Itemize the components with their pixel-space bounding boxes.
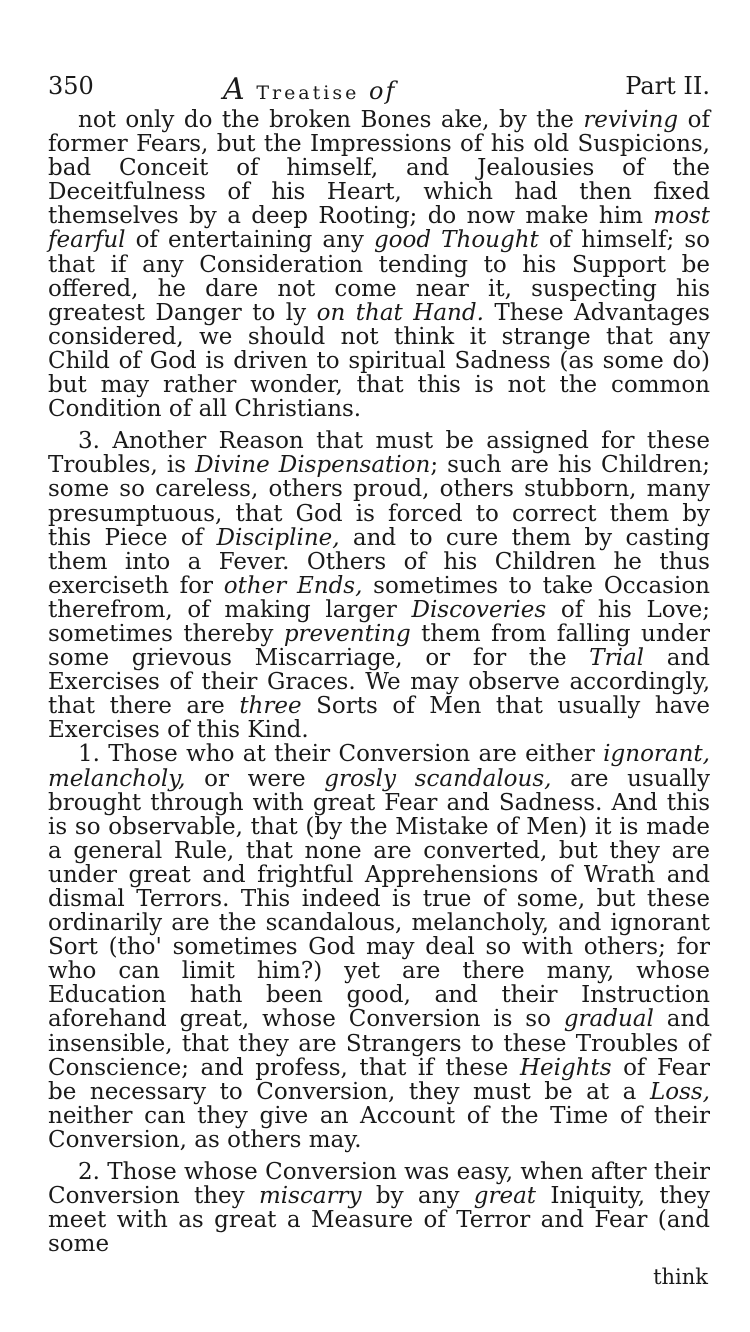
text-run: and insensible, that they are Strangers to these Troubles of Conscience; and profess, that if these — [48, 1006, 710, 1081]
text-run: of his Love; sometimes thereby — [48, 596, 710, 647]
paragraph-reason-3 — [48, 429, 710, 742]
text-run: of himself; so that if any Consideration tending to his Support be offered, he dare not come near it, suspecting his greatest Danger to ly — [48, 227, 710, 326]
text-run: or were — [185, 765, 325, 792]
text-run: 2. Those whose Conversion was easy, when after their Conversion they — [48, 1159, 710, 1210]
paragraph-continuation — [48, 108, 710, 421]
page-number: 350 — [48, 72, 94, 100]
italic-phrase: ignorant, melancholy, — [48, 741, 710, 792]
italic-phrase: Heights — [519, 1054, 612, 1081]
italic-phrase: Discipline, — [216, 524, 340, 551]
text-run: ; such are his Children; some so careless, others proud, others stubborn, many presumptuous, that God is forced to correct them by this Piece of — [48, 452, 711, 551]
text-run: 3. Another Reason that must be assigned for these Troubles, is — [48, 428, 710, 479]
running-header — [48, 72, 710, 108]
text-run: are usually brought through with great Fear and Sadness. And this is so observable, that (by the Mistake of Men) it is made a general Rule, that none are converted, but they are under great and frightful Apprehensions of Wrath and dismal Terrors. This indeed is true of some, but these ordinarily are the scandalous, melancholy, and ignorant Sort (tho' sometimes God may deal so with others; for who can limit him?) yet are there many, whose Education hath been good, and their Instruction aforehand great, whose Conversion is so — [48, 765, 710, 1033]
text-run: of Fear be necessary to Conversion, they must be at a — [48, 1054, 710, 1105]
italic-phrase: three — [239, 693, 302, 720]
text-run: Sorts of Men that usually have Exercises of this Kind. — [48, 693, 710, 744]
paragraph-sort-1 — [48, 742, 710, 1152]
italic-phrase: most fearful — [48, 203, 710, 254]
italic-phrase: reviving — [583, 107, 679, 133]
italic-phrase: preventing — [283, 620, 411, 647]
italic-phrase: miscarry — [259, 1183, 362, 1210]
title-initial: A — [223, 72, 247, 107]
italic-phrase: gradual — [563, 1006, 654, 1033]
italic-phrase: Divine Dispensation — [195, 452, 431, 479]
italic-phrase: great — [473, 1183, 537, 1210]
text-run: of entertaining any — [125, 227, 374, 254]
italic-phrase: other Ends, — [223, 572, 363, 599]
running-title — [223, 72, 396, 107]
text-run: and Exercises of their Graces. We may observe accordingly, that there are — [48, 645, 710, 720]
italic-phrase: grosly scandalous, — [324, 765, 552, 792]
text-run: them from falling under some grievous Miscarriage, or for the — [48, 620, 711, 672]
italic-phrase: Loss, — [649, 1078, 710, 1105]
italic-phrase: on that Hand. — [316, 299, 484, 326]
italic-phrase: Discoveries — [411, 596, 547, 623]
paragraph-sort-2 — [48, 1160, 710, 1256]
italic-phrase: Trial — [589, 645, 645, 672]
text-run: neither can they give an Account of the Time of their Conversion, as others may. — [48, 1102, 710, 1153]
catchword: think — [653, 1265, 708, 1289]
text-run: Iniquity, they meet with as great a Measure of Terror and Fear (and some — [48, 1183, 711, 1258]
text-run: These Advantages considered, we should not think it strange that any Child of God is driven to spiritual Sadness (as some do) but may rather wonder, that this is not the common Condition of all Christians. — [48, 299, 710, 423]
italic-phrase: good Thought — [373, 227, 539, 254]
text-run: and to cure them by casting them into a Fever. Others of his Children he thus exerciseth for — [48, 524, 710, 599]
text-run: sometimes to take Occasion therefrom, of making larger — [48, 572, 711, 623]
text-run: by any — [361, 1183, 474, 1210]
text-run: not only do the broken Bones ake, by the — [78, 107, 584, 133]
title-of: of — [369, 77, 397, 105]
text-run: 1. Those who at their Conversion are either — [78, 741, 604, 768]
text-body — [48, 108, 710, 1256]
title-word: Treatise — [256, 82, 360, 104]
text-run: of former Fears, but the Impressions of his old Suspicions, bad Conceit of himself, and Jealousies of the Deceitfulness of his Heart, which had then fixed themselves by a deep Rooting; do now make him — [48, 107, 710, 230]
part-label: Part II. — [625, 72, 710, 100]
